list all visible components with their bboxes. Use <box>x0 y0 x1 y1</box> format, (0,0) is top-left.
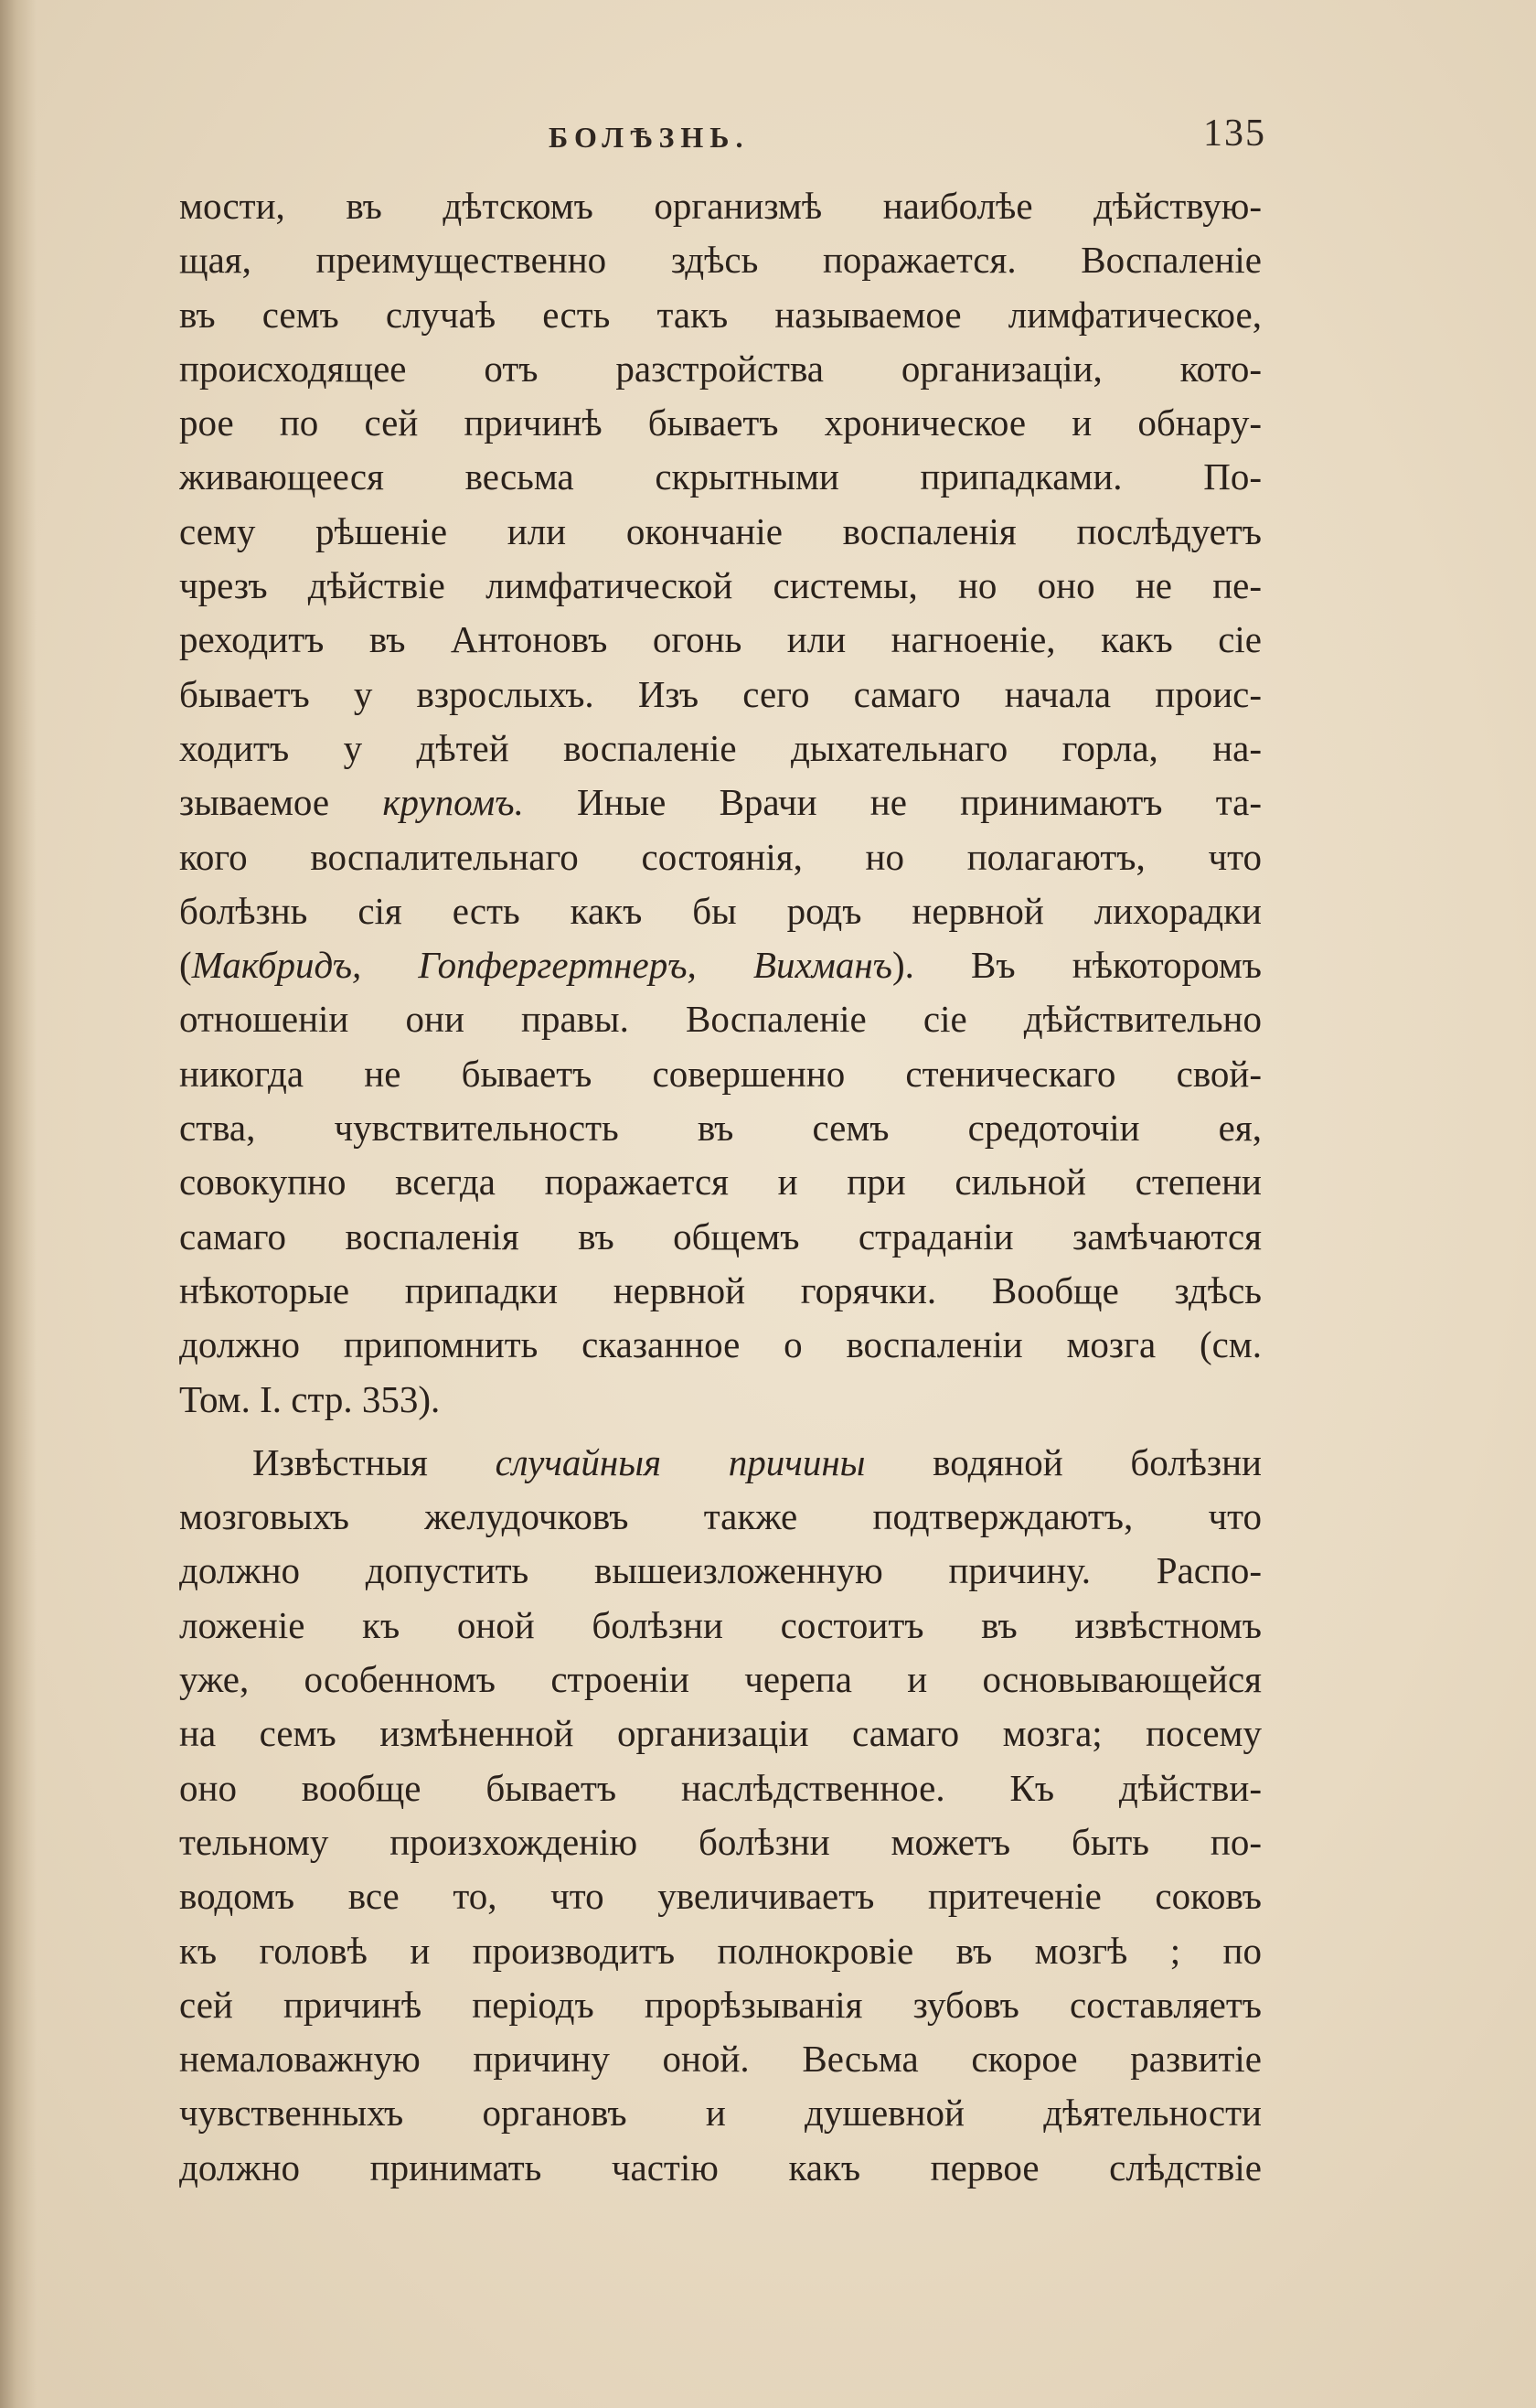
text-line: совокупно всегда поражается и при сильной степени <box>179 1161 1262 1204</box>
text-line: водомъ все то, что увеличиваетъ притеченіе соковъ <box>179 1875 1262 1918</box>
text-line: чрезъ дѣйствіе лимфатической системы, но оно не пе- <box>179 564 1262 607</box>
text-line: чувственныхъ органовъ и душевной дѣятельности <box>179 2092 1262 2135</box>
text-line: самаго воспаленія въ общемъ страданіи замѣчаются <box>179 1215 1262 1258</box>
text-line: мости, въ дѣтскомъ организмѣ наиболѣе дѣйствую- <box>179 185 1262 227</box>
text-line: (Макбридъ, Гопфергертнеръ, Вихманъ). Въ нѣкоторомъ <box>179 944 1262 987</box>
text-line: на семъ измѣненной организаціи самаго мозга; посему <box>179 1712 1262 1755</box>
italic-names: Макбридъ, Гопфергертнеръ, Вихманъ <box>191 944 892 987</box>
text-line: сему рѣшеніе или окончаніе воспаленія послѣдуетъ <box>179 509 1262 552</box>
binding-gutter <box>0 0 37 2408</box>
page-number: 135 <box>1203 112 1266 155</box>
text-line: къ головѣ и производитъ полнокровіе въ мозгѣ ; по <box>179 1929 1262 1972</box>
text-line: зываемое крупомъ. Иные Врачи не принимаютъ та- <box>179 781 1262 824</box>
text-line: никогда не бываетъ совершенно стеническаго свой- <box>179 1052 1262 1095</box>
text-line: болѣзнь сія есть какъ бы родъ нервной лихорадки <box>179 889 1262 932</box>
text-line: сей причинѣ періодъ прорѣзыванія зубовъ составляетъ <box>179 1983 1262 2026</box>
text-line: тельному произхожденію болѣзни можетъ быть по- <box>179 1820 1262 1863</box>
text-line: кого воспалительнаго состоянія, но полагаютъ, что <box>179 835 1262 878</box>
text-line: должно припомнить сказанное о воспаленіи мозга (см. <box>179 1323 1262 1366</box>
text-line: отношеніи они правы. Воспаленіе сіе дѣйствительно <box>179 998 1262 1041</box>
text-line: бываетъ у взрослыхъ. Изъ сего самаго начала проис- <box>179 672 1262 715</box>
italic-term: случайныя причины <box>495 1440 866 1483</box>
text-line: должно допустить вышеизложенную причину. Распо- <box>179 1549 1262 1592</box>
text-line: живающееся весьма скрытными припадками. По- <box>179 455 1262 498</box>
text-line: должно принимать частію какъ первое слѣдствіе <box>179 2146 1262 2189</box>
text-line: оно вообще бываетъ наслѣдственное. Къ дѣйстви- <box>179 1766 1262 1809</box>
italic-term: крупомъ. <box>382 781 524 824</box>
text-line: нѣкоторые припадки нервной горячки. Вообще здѣсь <box>179 1268 1262 1311</box>
text-line: немаловажную причину оной. Весьма скорое развитіе <box>179 2038 1262 2081</box>
text-line: рое по сей причинѣ бываетъ хроническое и обнару- <box>179 401 1262 444</box>
body-text <box>179 179 1262 2195</box>
text-line: происходящее отъ разстройства организаціи, кото- <box>179 347 1262 390</box>
text-line: реходитъ въ Антоновъ огонь или нагноеніе, какъ сіе <box>179 618 1262 661</box>
text-line: ходитъ у дѣтей воспаленіе дыхательнаго горла, на- <box>179 726 1262 769</box>
text-line: въ семъ случаѣ есть такъ называемое лимфатическое, <box>179 293 1262 336</box>
text-line: ства, чувствительность въ семъ средоточіи ея, <box>179 1107 1262 1150</box>
running-head-title: БОЛѢЗНЬ. <box>549 121 750 154</box>
text-line: Извѣстныя случайныя причины водяной болѣзни <box>252 1440 1262 1483</box>
text-line: Том. I. стр. 353). <box>179 1377 441 1420</box>
text-line: мозговыхъ желудочковъ также подтверждаютъ, что <box>179 1495 1262 1538</box>
text-line: щая, преимущественно здѣсь поражается. Воспаленіе <box>179 239 1262 282</box>
running-head <box>187 112 1266 166</box>
text-line: ложеніе къ оной болѣзни состоитъ въ извѣстномъ <box>179 1603 1262 1646</box>
text-line: уже, особенномъ строеніи черепа и основывающейся <box>179 1658 1262 1701</box>
